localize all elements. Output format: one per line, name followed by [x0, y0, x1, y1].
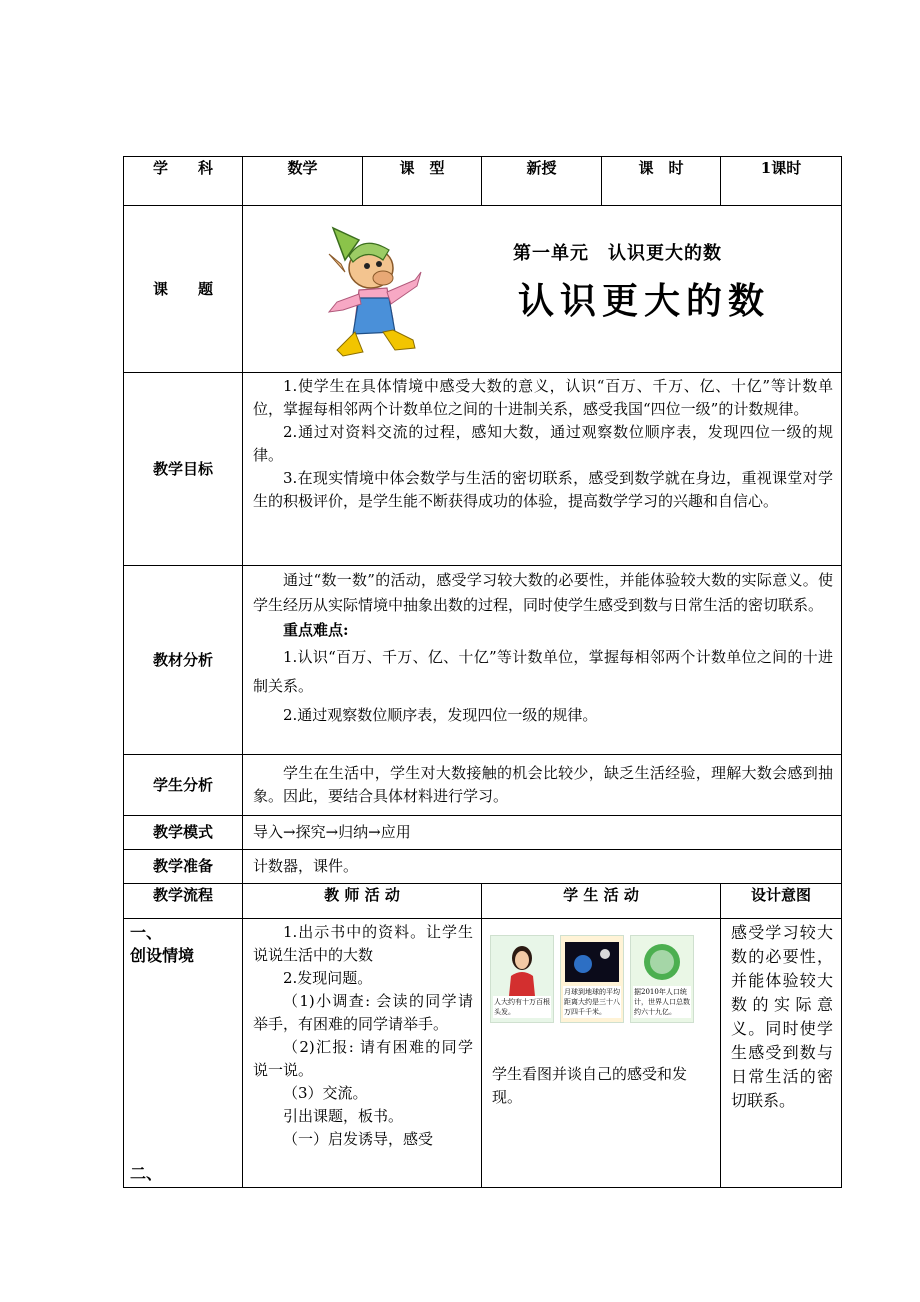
material-label: 教材分析 [124, 566, 243, 755]
header-row [124, 157, 842, 206]
teacher-step: （2)汇报: 请有困难的同学说一说。 [253, 1038, 473, 1079]
stage-number-next: 二、 [130, 1164, 163, 1183]
moon-picture [560, 935, 624, 1023]
lesson-plan-table [123, 156, 842, 1188]
teacher-step: （3）交流。 [283, 1084, 368, 1102]
mode-label: 教学模式 [124, 816, 243, 850]
mode-text: 导入→探究→归纳→应用 [243, 816, 842, 850]
material-row [124, 566, 842, 755]
picture-caption: 月球到地球的平均距离大约是三十八万四千千米。 [564, 988, 620, 1016]
key-point-item: 2.通过观察数位顺序表，发现四位一级的规律。 [283, 706, 598, 724]
period-label: 课 时 [602, 157, 721, 206]
key-point-item: 1.认识“百万、千万、亿、十亿”等计数单位，掌握每相邻两个计数单位之间的十进制关系。 [253, 648, 833, 695]
students-label: 学生分析 [124, 755, 243, 816]
stage-number: 一、 [130, 923, 163, 942]
student-activity-text: 学生看图并谈自己的感受和发现。 [492, 1065, 688, 1106]
type-label: 课 型 [363, 157, 482, 206]
prep-row [124, 850, 842, 884]
design-intent-cell: 感受学习较大数的必要性，并能体验较大数的实际意义。同时使学生感受到数与日常生活的密切联系。 [721, 919, 842, 1188]
flow-header-intent: 设计意图 [721, 884, 842, 919]
flow-header-stage: 教学流程 [124, 884, 243, 919]
teacher-step: 2.发现问题。 [283, 969, 373, 987]
subject-label: 学 科 [124, 157, 243, 206]
key-points-label: 重点难点: [283, 621, 349, 639]
cartoon-mascot-image [323, 220, 433, 362]
teacher-step: （一）启发诱导，感受 [283, 1130, 434, 1148]
teacher-step: 1.出示书中的资料。让学生说说生活中的大数 [253, 923, 473, 964]
hair-picture [490, 935, 554, 1023]
goals-content [243, 373, 842, 566]
topic-label: 课 题 [124, 206, 243, 373]
goal-item: 2.通过对资料交流的过程，感知大数，通过观察数位顺序表，发现四位一级的规律。 [253, 423, 833, 464]
student-activity-cell [482, 919, 721, 1188]
unit-subtitle: 第一单元 认识更大的数 [513, 243, 722, 264]
flow-row [124, 919, 842, 1188]
subject-value: 数学 [243, 157, 363, 206]
teacher-activity-cell [243, 919, 482, 1188]
stage-name: 创设情境 [130, 946, 195, 965]
topic-row [124, 206, 842, 373]
flow-stage-cell [124, 919, 243, 1188]
picture-caption: 据2010年人口统计，世界人口总数约六十九亿。 [634, 988, 690, 1016]
teacher-step: 引出课题，板书。 [283, 1107, 404, 1125]
material-content [243, 566, 842, 755]
type-value: 新授 [482, 157, 602, 206]
flow-header-teacher: 教 师 活 动 [243, 884, 482, 919]
goals-label: 教学目标 [124, 373, 243, 566]
mode-row [124, 816, 842, 850]
period-value: 1课时 [721, 157, 842, 206]
goals-row [124, 373, 842, 566]
population-picture [630, 935, 694, 1023]
flow-header-student: 学 生 活 动 [482, 884, 721, 919]
prep-label: 教学准备 [124, 850, 243, 884]
goal-item: 1.使学生在具体情境中感受大数的意义，认识“百万、千万、亿、十亿”等计数单位，掌握每相邻两个计数单位之间的十进制关系，感受我国“四位一级”的计数规律。 [253, 377, 833, 418]
picture-caption: 人大约有十万百根头发。 [494, 998, 550, 1016]
picture-strip [482, 919, 720, 1023]
goal-item: 3.在现实情境中体会数学与生活的密切联系，感受到数学就在身边，重视课堂对学生的积极评价，是学生能不断获得成功的体验，提高数学学习的兴趣和自信心。 [253, 469, 833, 510]
lesson-title: 认识更大的数 [518, 281, 771, 322]
material-intro: 通过“数一数”的活动，感受学习较大数的必要性，并能体验较大数的实际意义。使学生经历从实际情境中抽象出数的过程，同时使学生感受到数与日常生活的密切联系。 [253, 571, 833, 614]
topic-cell [243, 206, 842, 373]
students-row [124, 755, 842, 816]
prep-text: 计数器，课件。 [243, 850, 842, 884]
person-image [491, 936, 553, 996]
students-content [243, 755, 842, 816]
flow-header-row [124, 884, 842, 919]
students-text: 学生在生活中，学生对大数接触的机会比较少，缺乏生活经验，理解大数会感到抽象。因此，要结合具体材料进行学习。 [253, 764, 833, 805]
teacher-step: （1)小调查: 会读的同学请举手，有困难的同学请举手。 [253, 992, 473, 1033]
